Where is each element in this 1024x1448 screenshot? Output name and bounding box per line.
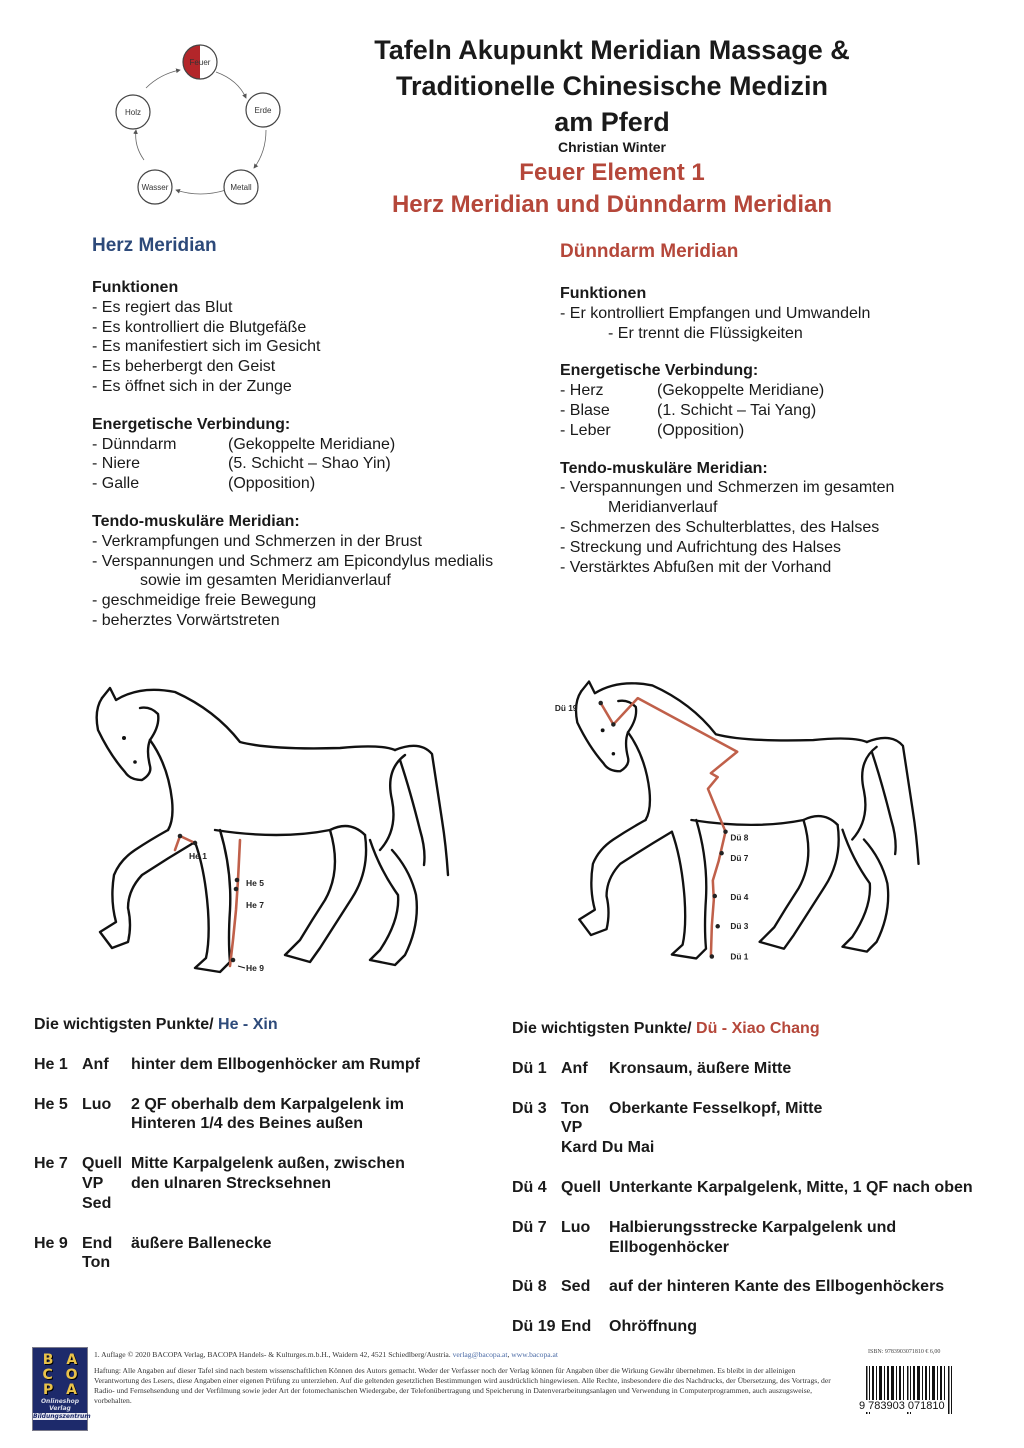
point-type: VP — [561, 1119, 583, 1137]
element-node-wasser — [138, 170, 172, 204]
description-line: Unterkante Karpalgelenk, Mitte, 1 QF nach oben — [609, 1178, 973, 1196]
point-type: Quell — [561, 1178, 602, 1196]
horse-drawing-icon — [80, 670, 470, 990]
logo-letters: B A — [42, 1352, 82, 1368]
imprint — [94, 1350, 834, 1406]
author: Christian Winter — [558, 139, 666, 155]
list-item: - beherztes Vorwärtstreten — [92, 611, 280, 629]
svg-text:Holz: Holz — [124, 108, 142, 117]
element-heading: Feuer Element 1 — [519, 159, 705, 186]
list-item: - Es beherbergt den Geist — [92, 358, 276, 376]
publisher-info: 1. Auflage © 2020 BACOPA Verlag, BACOPA Handels- & Kulturges.m.b.H., Waidern 42, 4521 Schiedlberg/Austria. — [94, 1350, 451, 1359]
description-line: äußere Ballenecke — [131, 1234, 272, 1252]
connection-row — [92, 474, 542, 494]
point-description — [609, 1317, 1012, 1337]
list-item-continued: sowie im gesamten Meridianverlauf — [140, 572, 391, 590]
point-label-due1: Dü 1 — [730, 952, 749, 962]
five-elements-diagram — [100, 30, 300, 210]
connection-row — [560, 401, 1000, 421]
list-item: - Verstärktes Abfußen mit der Vorhand — [560, 558, 832, 576]
description-line: den ulnaren Strecksehnen — [131, 1174, 332, 1192]
point-types — [561, 1317, 609, 1337]
point-types — [561, 1218, 609, 1258]
description-line: Oberkante Fesselkopf, Mitte — [609, 1099, 823, 1117]
list-item: - Es regiert das Blut — [92, 298, 233, 316]
point-id: He 7 — [34, 1155, 68, 1173]
description-line: hinter dem Ellbogenhöcker am Rumpf — [131, 1055, 420, 1073]
description-line: Halbierungsstrecke Karpalgelenk und — [609, 1218, 897, 1236]
logo-tagline: Bildungszentrum — [33, 1413, 91, 1420]
list-item: - Verspannungen und Schmerz am Epicondylus medialis — [92, 552, 494, 570]
connection-type: (Gekoppelte Meridiane) — [228, 435, 396, 453]
point-type: End — [561, 1318, 592, 1336]
point-types — [561, 1178, 609, 1198]
svg-text:Wasser: Wasser — [141, 183, 169, 192]
duenndarm-meridian-section — [560, 240, 1000, 577]
point-label-due4: Dü 4 — [730, 892, 749, 902]
point-types — [561, 1099, 655, 1158]
point-description — [131, 1095, 474, 1135]
point-types — [82, 1154, 131, 1213]
point-id: He 1 — [34, 1055, 68, 1073]
point-type: Luo — [561, 1218, 591, 1236]
connection-organ: - Blase — [560, 401, 610, 419]
point-description — [609, 1218, 1012, 1258]
point-id: He 9 — [34, 1234, 68, 1252]
table-row — [512, 1218, 1012, 1258]
point-label-he5: He 5 — [246, 878, 264, 888]
connection-type: (Opposition) — [657, 421, 745, 439]
point-label-due3: Dü 3 — [730, 922, 749, 932]
connection-organ: - Leber — [560, 421, 611, 439]
points-table-herz — [34, 1015, 474, 1293]
connection-organ: - Dünndarm — [92, 435, 177, 453]
title-line-2: Traditionelle Chinesische Medizin — [395, 71, 829, 101]
svg-text:Metall: Metall — [230, 183, 252, 192]
email-link[interactable]: verlag@bacopa.at — [452, 1350, 508, 1359]
point-types — [82, 1055, 131, 1075]
point-type: Anf — [561, 1059, 588, 1077]
table-row — [512, 1099, 1012, 1158]
website-link[interactable]: www.bacopa.at — [511, 1350, 559, 1359]
section-title: Herz Meridian — [92, 235, 217, 256]
point-description — [609, 1059, 1012, 1079]
point-types — [82, 1234, 131, 1274]
point-label-he1: He 1 — [189, 851, 207, 861]
element-cycle-graphic — [100, 30, 300, 210]
isbn-price: ISBN: 9783903071810 € 6,00 — [868, 1349, 941, 1355]
description-line: Kronsaum, äußere Mitte — [609, 1059, 792, 1077]
table-row — [34, 1055, 474, 1075]
connection-type: (Opposition) — [228, 475, 316, 493]
connection-type: (5. Schicht – Shao Yin) — [228, 455, 391, 473]
element-node-erde — [246, 93, 280, 127]
connection-organ: - Galle — [92, 475, 140, 493]
point-id: Dü 4 — [512, 1178, 547, 1196]
point-types — [561, 1277, 609, 1297]
description-line: Ohröffnung — [609, 1318, 697, 1336]
point-description — [609, 1099, 1012, 1158]
point-type: VP — [82, 1174, 104, 1192]
meridians-subtitle: Herz Meridian und Dünndarm Meridian — [391, 191, 833, 218]
list-item: - geschmeidige freie Bewegung — [92, 592, 317, 610]
point-id: Dü 19 — [512, 1318, 556, 1336]
duenndarm-meridian-path — [601, 698, 738, 956]
svg-text:Feuer: Feuer — [189, 58, 211, 67]
barcode-number: 9 783903 071810 — [859, 1400, 945, 1412]
logo-tagline: Verlag — [49, 1405, 71, 1412]
points-title-accent: He - Xin — [218, 1016, 278, 1033]
point-type: Quell — [82, 1155, 123, 1173]
element-node-feuer — [183, 45, 217, 79]
point-type: Ton — [82, 1254, 111, 1272]
point-type: Luo — [82, 1095, 112, 1113]
point-type: Sed — [82, 1194, 112, 1212]
list-item: - Es öffnet sich in der Zunge — [92, 377, 292, 395]
table-row — [34, 1154, 474, 1213]
horse-illustration-herz — [80, 670, 470, 990]
title-line-3: am Pferd — [554, 107, 670, 137]
point-label-he7: He 7 — [246, 900, 264, 910]
list-item: - Verspannungen und Schmerzen im gesamten — [560, 479, 895, 497]
description-line: 2 QF oberhalb dem Karpalgelenk im — [131, 1095, 404, 1113]
point-id: Dü 3 — [512, 1099, 547, 1117]
point-type: Anf — [82, 1055, 109, 1073]
points-title — [512, 1019, 1012, 1039]
section-title: Dünndarm Meridian — [560, 241, 739, 262]
connection-row — [560, 421, 1000, 441]
list-item: - Streckung und Aufrichtung des Halses — [560, 538, 842, 556]
points-title-prefix: Die wichtigsten Punkte/ — [34, 1016, 219, 1033]
connection-organ: - Herz — [560, 382, 604, 400]
points-title — [34, 1015, 474, 1035]
functions-heading: Funktionen — [92, 279, 179, 296]
tendo-heading: Tendo-muskuläre Meridian: — [560, 459, 768, 477]
table-row — [512, 1059, 1012, 1079]
point-id: Dü 1 — [512, 1059, 547, 1077]
point-type: Kard Du Mai — [561, 1139, 655, 1157]
table-row — [512, 1178, 1012, 1198]
logo-letters: P A — [43, 1382, 81, 1398]
point-description — [131, 1154, 474, 1213]
description-line: Ellbogenhöcker — [609, 1238, 730, 1256]
connection-row — [560, 381, 1000, 401]
connection-row — [92, 435, 542, 455]
element-node-holz — [116, 95, 150, 129]
point-type: End — [82, 1234, 113, 1252]
points-title-prefix: Die wichtigsten Punkte/ — [512, 1020, 697, 1037]
table-row — [34, 1095, 474, 1135]
page-header — [300, 32, 924, 221]
title-line-1: Tafeln Akupunkt Meridian Massage & — [374, 35, 850, 65]
list-item: - Verkrampfungen und Schmerzen in der Brust — [92, 532, 422, 550]
point-type: Ton — [561, 1099, 590, 1117]
functions-heading: Funktionen — [560, 285, 647, 302]
herz-meridian-section — [92, 234, 542, 631]
tendo-heading: Tendo-muskuläre Meridian: — [92, 512, 300, 530]
points-title-accent: Dü - Xiao Chang — [696, 1020, 820, 1037]
list-item-continued: Meridianverlauf — [608, 499, 718, 517]
horse-illustration-duenndarm — [550, 660, 940, 980]
point-id: Dü 7 — [512, 1218, 547, 1236]
barcode-digits — [858, 1400, 968, 1412]
connection-row — [92, 454, 542, 474]
list-item: - Er trennt die Flüssigkeiten — [608, 324, 803, 342]
logo-letters: C O — [42, 1367, 82, 1383]
list-item: - Er kontrolliert Empfangen und Umwandeln — [560, 304, 871, 322]
table-row — [512, 1277, 1012, 1297]
point-types — [82, 1095, 131, 1135]
logo-tagline: Onlineshop — [40, 1398, 80, 1405]
point-label-he9: He 9 — [246, 963, 264, 973]
table-row — [512, 1317, 1012, 1337]
connection-heading: Energetische Verbindung: — [560, 362, 759, 380]
description-line: Hinteren 1/4 des Beines außen — [131, 1115, 364, 1133]
point-label-due8: Dü 8 — [730, 833, 749, 843]
description-line: auf der hinteren Kante des Ellbogenhöckers — [609, 1278, 945, 1296]
point-id: Dü 8 — [512, 1278, 547, 1296]
point-description — [131, 1055, 474, 1075]
table-row — [34, 1234, 474, 1274]
list-item: - Schmerzen des Schulterblattes, des Halses — [560, 518, 880, 536]
point-id: He 5 — [34, 1095, 68, 1113]
connection-heading: Energetische Verbindung: — [92, 415, 291, 433]
connection-type: (1. Schicht – Tai Yang) — [657, 401, 817, 419]
point-label-due19: Dü 19 — [554, 703, 578, 713]
point-description — [609, 1178, 1012, 1198]
connection-organ: - Niere — [92, 455, 141, 473]
horse-drawing-icon — [550, 660, 940, 980]
element-node-metall — [224, 170, 258, 204]
description-line: Mitte Karpalgelenk außen, zwischen — [131, 1155, 405, 1173]
list-item: - Es manifestiert sich im Gesicht — [92, 338, 321, 356]
bacopa-logo — [32, 1347, 91, 1431]
point-type: Sed — [561, 1278, 591, 1296]
list-item: - Es kontrolliert die Blutgefäße — [92, 318, 307, 336]
disclaimer: Haftung: Alle Angaben auf dieser Tafel sind nach bestem wissenschaftlichen Können des Autors gemacht. Weder der Verfasser noch der Verlag können für Angaben über die Wirkung Gewähr übernehmen. Es bleibt in der alleinigen Verantwortung des Lesers, diese Angaben einer eigenen Prüfung zu unterziehen. Auf die geltenden gesetzlichen Bestimmungen wird ausdrücklich hingewiesen. Alle Rechte, insbesondere die des Nachdrucks, der Übersetzung, des Vortrags, der Radio- und Fernsehsendung und der Verfilmung sowie jeder Art der fotomechanischen Wiedergabe, der Telefonübertragung und Speicherung in Datenverarbeitungsanlagen und Verwendung in Computerprogrammen, auch auszugsweise, vorbehalten. — [94, 1366, 831, 1405]
point-types — [561, 1059, 609, 1079]
svg-text:Erde: Erde — [254, 106, 272, 115]
connection-type: (Gekoppelte Meridiane) — [657, 382, 825, 400]
point-label-due7: Dü 7 — [730, 853, 749, 863]
point-description — [609, 1277, 1012, 1297]
imprint-line: 1. Auflage © 2020 BACOPA Verlag, BACOPA Handels- & Kulturges.m.b.H., Waidern 42, 4521 Schiedlberg/Austria. verlag@bacopa.at, www.bacopa.at — [94, 1350, 559, 1359]
points-table-duenndarm — [512, 1019, 1012, 1357]
point-description — [131, 1234, 474, 1274]
